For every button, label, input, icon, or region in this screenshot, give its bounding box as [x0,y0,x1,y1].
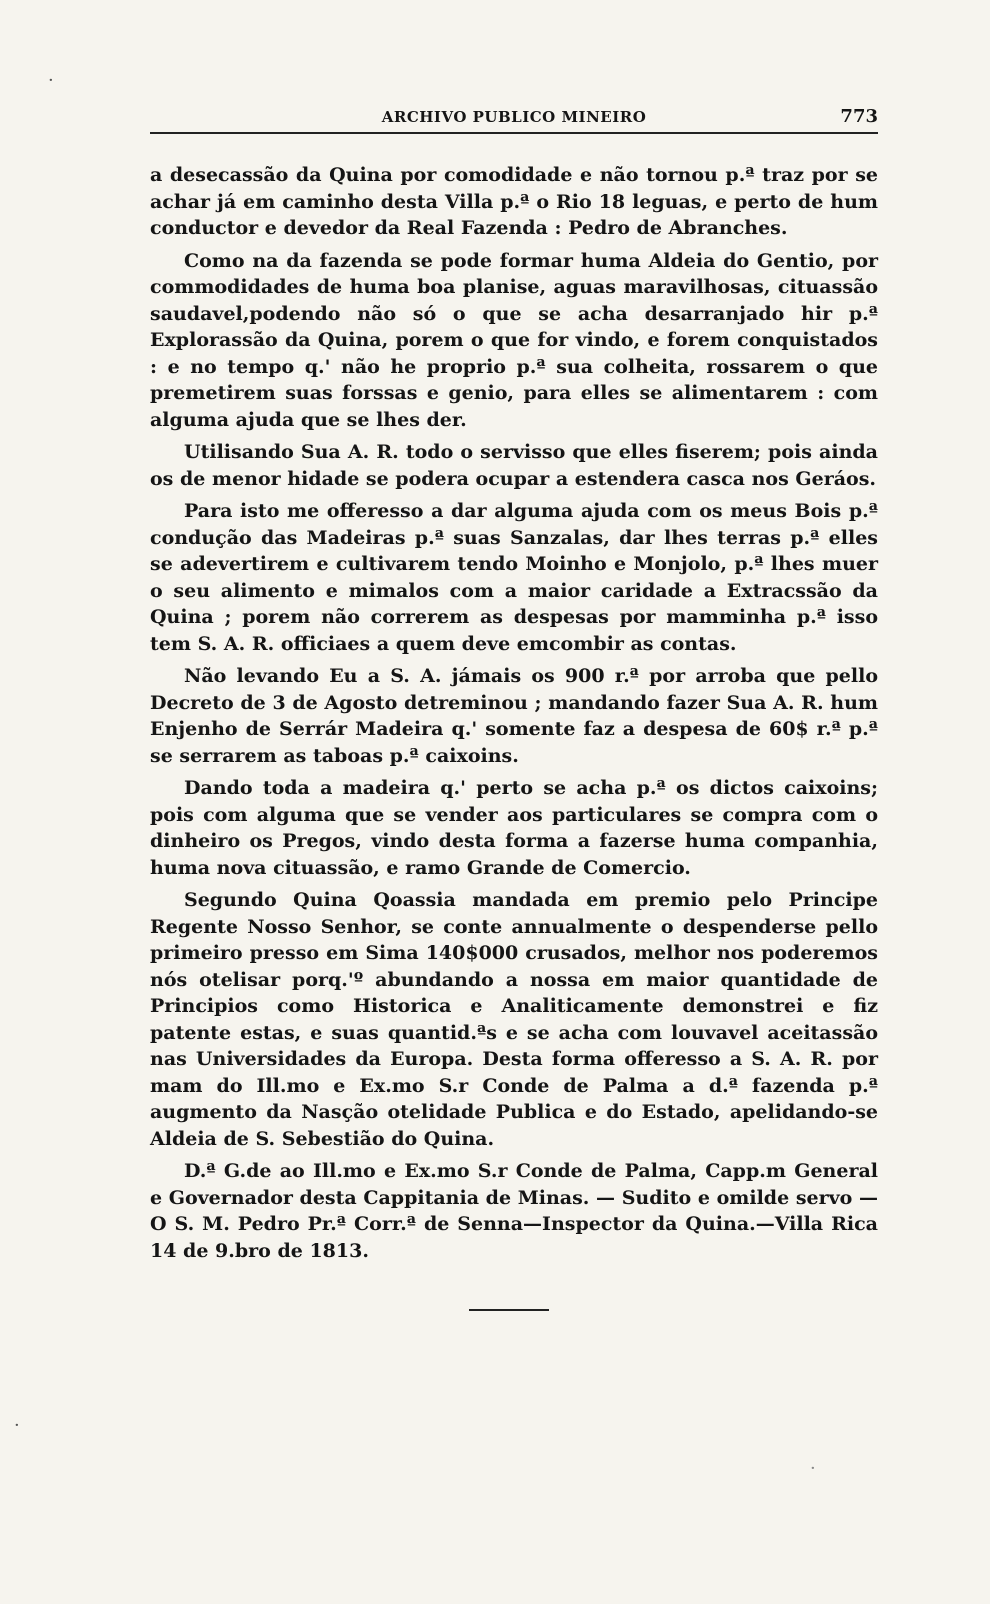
header-rule [150,132,878,134]
scan-speck: · [810,1458,816,1479]
paragraph: Para isto me offeresso a dar alguma ajuda com os meus Bois p.ª condução das Madeiras p.ª suas Sanzalas, dar lhes terras p.ª elles se adevertirem e cultivarem tendo Moinho e Monjolo, p.ª lhes muer o seu alimento e mimalos com a maior caridade a Extracssão da Quina ; porem não correrem as despesas por mamminha p.ª isso tem S. A. R. officiaes a quem deve emcombir as contas. [150,500,878,655]
paragraph: Dando toda a madeira q.' perto se acha p.ª os dictos caixoins; pois com alguma que se vender aos particulares se compra com o dinheiro os Pregos, vindo desta forma a fazerse huma companhia, huma nova cituassão, e ramo Grande de Comercio. [150,777,878,879]
running-title: ARCHIVO PUBLICO MINEIRO [381,108,647,126]
page-header [150,104,878,134]
paragraph: D.ª G.de ao Ill.mo e Ex.mo S.r Conde de Palma, Capp.m General e Governador desta Cappitania de Minas. — Sudito e omilde servo — O S. M. Pedro Pr.ª Corr.ª de Senna—Inspector da Quina.—Villa Rica 14 de 9.bro de 1813. [150,1160,878,1262]
body-text [150,162,878,1270]
scan-speck: · [48,70,54,91]
paragraph: Segundo Quina Qoassia mandada em premio pelo Principe Regente Nosso Senhor, se conte annualmente o despenderse pello primeiro presso em Sima 140$000 crusados, melhor nos poderemos nós otelisar porq.'º abundando a nossa em maior quantidade de Principios como Historica e Analiticamente demonstrei e fiz patente estas, e suas quantid.ªs e se acha com louvavel aceitassão nas Universidades da Europa. Desta forma offeresso a S. A. R. por mam do Ill.mo e Ex.mo S.r Conde de Palma a d.ª fazenda p.ª augmento da Nasção otelidade Publica e do Estado, apelidando-se Aldeia de S. Sebestião do Quina. [150,889,878,1150]
paragraph: a desecassão da Quina por comodidade e não tornou p.ª traz por se achar já em caminho desta Villa p.ª o Rio 18 leguas, e perto de hum conductor e devedor da Real Fazenda : Pedro de Abranches. [150,164,878,239]
paragraph: Utilisando Sua A. R. todo o servisso que elles fiserem; pois ainda os de menor hidade se podera ocupar a estendera casca nos Geráos. [150,441,878,490]
end-rule [469,1309,549,1311]
paragraph: Como na da fazenda se pode formar huma Aldeia do Gentio, por commodidades de huma boa planise, aguas maravilhosas, cituassão saudavel,podendo não só o que se acha desarranjado hir p.ª Explorassão da Quina, porem o que for vindo, e forem conquistados : e no tempo q.' não he proprio p.ª sua colheita, rossarem o que premetirem suas forssas e genio, para elles se alimentarem : com alguma ajuda que se lhes der. [150,249,878,431]
scan-speck: · [14,1415,20,1436]
paragraph: Não levando Eu a S. A. jámais os 900 r.ª por arroba que pello Decreto de 3 de Agosto detreminou ; mandando fazer Sua A. R. hum Enjenho de Serrár Madeira q.' somente faz a despesa de 60$ r.ª p.ª se serrarem as taboas p.ª caixoins. [150,665,878,767]
page-number: 773 [840,106,878,127]
